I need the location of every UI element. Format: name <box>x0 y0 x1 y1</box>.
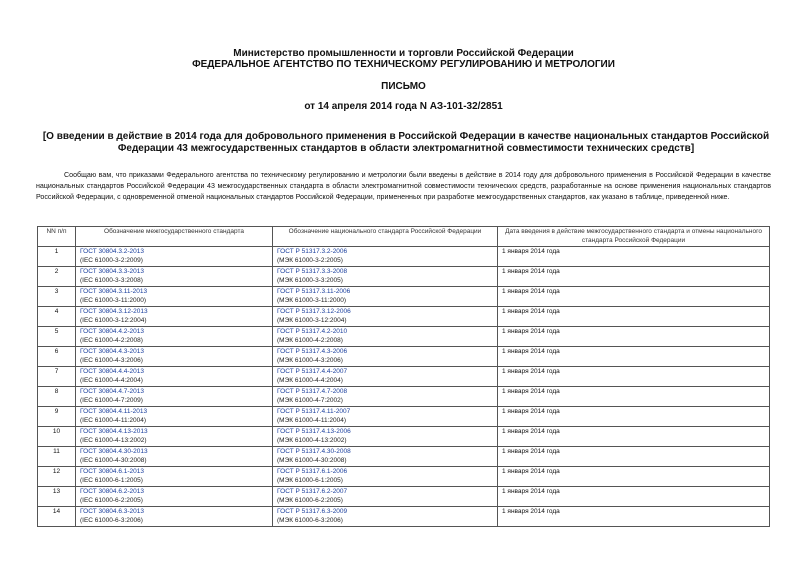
national-standard-link[interactable]: ГОСТ Р 51317.6.1-2006 <box>277 468 348 475</box>
national-standard-cell <box>273 287 498 307</box>
effective-date: 1 января 2014 года <box>498 367 770 387</box>
effective-date: 1 января 2014 года <box>498 287 770 307</box>
iec-reference: (IEC 61000-3-2:2009) <box>80 256 143 264</box>
national-standard-link[interactable]: ГОСТ Р 51317.6.2-2007 <box>277 488 348 495</box>
mek-reference: (МЭК 61000-6-1:2005) <box>277 476 343 484</box>
row-number: 11 <box>38 447 76 467</box>
national-standard-cell <box>273 467 498 487</box>
row-number: 6 <box>38 347 76 367</box>
standards-table <box>37 226 770 527</box>
effective-date: 1 января 2014 года <box>498 427 770 447</box>
table-row <box>38 447 770 467</box>
interstate-standard-link[interactable]: ГОСТ 30804.4.13-2013 <box>80 428 148 435</box>
mek-reference: (МЭК 61000-4-11:2004) <box>277 416 347 424</box>
table-row <box>38 347 770 367</box>
effective-date: 1 января 2014 года <box>498 467 770 487</box>
national-standard-cell <box>273 307 498 327</box>
interstate-standard-link[interactable]: ГОСТ 30804.3.12-2013 <box>80 308 148 315</box>
document-type: ПИСЬМО <box>381 81 426 92</box>
header-interstate-standard: Обозначение межгосударственного стандарта <box>76 227 273 247</box>
national-standard-cell <box>273 367 498 387</box>
interstate-standard-cell <box>76 387 273 407</box>
national-standard-cell <box>273 267 498 287</box>
mek-reference: (МЭК 61000-3-3:2005) <box>277 276 343 284</box>
interstate-standard-link[interactable]: ГОСТ 30804.3.2-2013 <box>80 248 145 255</box>
interstate-standard-link[interactable]: ГОСТ 30804.4.30-2013 <box>80 448 148 455</box>
national-standard-link[interactable]: ГОСТ Р 51317.4.2-2010 <box>277 328 348 335</box>
table-row <box>38 367 770 387</box>
national-standard-cell <box>273 247 498 267</box>
national-standard-link[interactable]: ГОСТ Р 51317.3.12-2006 <box>277 308 351 315</box>
row-number: 7 <box>38 367 76 387</box>
header-effective-date: Дата введения в действие межгосударственного стандарта и отмены национального стандарта Российской Федерации <box>498 227 770 247</box>
mek-reference: (МЭК 61000-4-4:2004) <box>277 376 343 384</box>
national-standard-link[interactable]: ГОСТ Р 51317.4.11-2007 <box>277 408 351 415</box>
intro-paragraph: Сообщаю вам, что приказами Федерального агентства по техническому регулированию и метрологии были введены в действие в 2014 году для добровольного применения в Российской Федерации в качестве национальных стандартов Российской Федерации 43 межгосударственных стандарта в области электромагнитной совместимости технических средств, разработанные на основе применения национальных стандартов Российской Федерации, с одновременной отменой национальных стандартов Российской Федерации, примененных при разработке межгосударственных стандартов, как указано в таблице, приведенной ниже. <box>36 171 771 201</box>
interstate-standard-link[interactable]: ГОСТ 30804.4.2-2013 <box>80 328 145 335</box>
effective-date: 1 января 2014 года <box>498 327 770 347</box>
interstate-standard-link[interactable]: ГОСТ 30804.4.3-2013 <box>80 348 145 355</box>
effective-date: 1 января 2014 года <box>498 387 770 407</box>
interstate-standard-link[interactable]: ГОСТ 30804.4.7-2013 <box>80 388 145 395</box>
national-standard-cell <box>273 447 498 467</box>
table-row <box>38 467 770 487</box>
effective-date: 1 января 2014 года <box>498 247 770 267</box>
row-number: 4 <box>38 307 76 327</box>
table-body <box>38 247 770 527</box>
table-row <box>38 307 770 327</box>
national-standard-cell <box>273 327 498 347</box>
row-number: 9 <box>38 407 76 427</box>
interstate-standard-cell <box>76 287 273 307</box>
row-number: 14 <box>38 507 76 527</box>
iec-reference: (IEC 61000-6-1:2005) <box>80 476 143 484</box>
interstate-standard-link[interactable]: ГОСТ 30804.3.11-2013 <box>80 288 148 295</box>
mek-reference: (МЭК 61000-6-2:2005) <box>277 496 343 504</box>
national-standard-link[interactable]: ГОСТ Р 51317.6.3-2009 <box>277 508 348 515</box>
interstate-standard-cell <box>76 367 273 387</box>
interstate-standard-cell <box>76 247 273 267</box>
table-row <box>38 267 770 287</box>
row-number: 5 <box>38 327 76 347</box>
iec-reference: (IEC 61000-3-11:2000) <box>80 296 147 304</box>
row-number: 10 <box>38 427 76 447</box>
iec-reference: (IEC 61000-3-3:2008) <box>80 276 143 284</box>
document-title: [О введении в действие в 2014 года для добровольного применения в Российской Федерации в качестве национальных стандартов Российской Федерации 43 межгосударственных стандартов в области электромагнитной совместимости технических средств] <box>42 131 770 154</box>
ministry-name: Министерство промышленности и торговли Российской Федерации <box>233 48 574 59</box>
interstate-standard-cell <box>76 307 273 327</box>
interstate-standard-cell <box>76 427 273 447</box>
iec-reference: (IEC 61000-4-7:2009) <box>80 396 143 404</box>
table-row <box>38 487 770 507</box>
effective-date: 1 января 2014 года <box>498 487 770 507</box>
iec-reference: (IEC 61000-4-2:2008) <box>80 336 143 344</box>
row-number: 2 <box>38 267 76 287</box>
mek-reference: (МЭК 61000-4-2:2008) <box>277 336 343 344</box>
national-standard-link[interactable]: ГОСТ Р 51317.4.3-2006 <box>277 348 348 355</box>
interstate-standard-link[interactable]: ГОСТ 30804.6.2-2013 <box>80 488 145 495</box>
national-standard-link[interactable]: ГОСТ Р 51317.3.2-2006 <box>277 248 348 255</box>
iec-reference: (IEC 61000-6-3:2006) <box>80 516 143 524</box>
mek-reference: (МЭК 61000-4-30:2008) <box>277 456 347 464</box>
national-standard-link[interactable]: ГОСТ Р 51317.4.4-2007 <box>277 368 348 375</box>
national-standard-link[interactable]: ГОСТ Р 51317.3.3-2008 <box>277 268 348 275</box>
interstate-standard-cell <box>76 267 273 287</box>
interstate-standard-link[interactable]: ГОСТ 30804.6.1-2013 <box>80 468 145 475</box>
iec-reference: (IEC 61000-4-30:2008) <box>80 456 147 464</box>
national-standard-link[interactable]: ГОСТ Р 51317.4.7-2008 <box>277 388 348 395</box>
table-row <box>38 327 770 347</box>
national-standard-cell <box>273 487 498 507</box>
interstate-standard-cell <box>76 347 273 367</box>
effective-date: 1 января 2014 года <box>498 307 770 327</box>
iec-reference: (IEC 61000-3-12:2004) <box>80 316 147 324</box>
document-reference: от 14 апреля 2014 года N АЗ-101-32/2851 <box>304 101 503 112</box>
row-number: 8 <box>38 387 76 407</box>
national-standard-cell <box>273 387 498 407</box>
iec-reference: (IEC 61000-6-2:2005) <box>80 496 143 504</box>
mek-reference: (МЭК 61000-4-13:2002) <box>277 436 347 444</box>
mek-reference: (МЭК 61000-4-7:2002) <box>277 396 343 404</box>
table-row <box>38 287 770 307</box>
national-standard-link[interactable]: ГОСТ Р 51317.3.11-2006 <box>277 288 351 295</box>
header-national-standard: Обозначение национального стандарта Российской Федерации <box>273 227 498 247</box>
interstate-standard-link[interactable]: ГОСТ 30804.4.4-2013 <box>80 368 145 375</box>
iec-reference: (IEC 61000-4-13:2002) <box>80 436 147 444</box>
table-row <box>38 247 770 267</box>
national-standard-link[interactable]: ГОСТ Р 51317.4.13-2006 <box>277 428 351 435</box>
interstate-standard-cell <box>76 487 273 507</box>
interstate-standard-link[interactable]: ГОСТ 30804.6.3-2013 <box>80 508 145 515</box>
effective-date: 1 января 2014 года <box>498 347 770 367</box>
row-number: 13 <box>38 487 76 507</box>
mek-reference: (МЭК 61000-3-2:2005) <box>277 256 343 264</box>
iec-reference: (IEC 61000-4-11:2004) <box>80 416 147 424</box>
interstate-standard-cell <box>76 467 273 487</box>
mek-reference: (МЭК 61000-3-11:2000) <box>277 296 347 304</box>
national-standard-cell <box>273 347 498 367</box>
iec-reference: (IEC 61000-4-4:2004) <box>80 376 143 384</box>
national-standard-cell <box>273 407 498 427</box>
interstate-standard-link[interactable]: ГОСТ 30804.4.11-2013 <box>80 408 148 415</box>
header-number: NN п/п <box>38 227 76 247</box>
table-row <box>38 387 770 407</box>
row-number: 12 <box>38 467 76 487</box>
mek-reference: (МЭК 61000-3-12:2004) <box>277 316 347 324</box>
national-standard-link[interactable]: ГОСТ Р 51317.4.30-2008 <box>277 448 351 455</box>
effective-date: 1 января 2014 года <box>498 507 770 527</box>
national-standard-cell <box>273 427 498 447</box>
agency-name: ФЕДЕРАЛЬНОЕ АГЕНТСТВО ПО ТЕХНИЧЕСКОМУ РЕГУЛИРОВАНИЮ И МЕТРОЛОГИИ <box>192 59 615 70</box>
mek-reference: (МЭК 61000-6-3:2006) <box>277 516 343 524</box>
row-number: 3 <box>38 287 76 307</box>
table-row <box>38 407 770 427</box>
effective-date: 1 января 2014 года <box>498 407 770 427</box>
interstate-standard-cell <box>76 507 273 527</box>
effective-date: 1 января 2014 года <box>498 267 770 287</box>
table-row <box>38 427 770 447</box>
table-header-row <box>38 227 770 247</box>
national-standard-cell <box>273 507 498 527</box>
interstate-standard-link[interactable]: ГОСТ 30804.3.3-2013 <box>80 268 145 275</box>
interstate-standard-cell <box>76 407 273 427</box>
iec-reference: (IEC 61000-4-3:2006) <box>80 356 143 364</box>
effective-date: 1 января 2014 года <box>498 447 770 467</box>
table-row <box>38 507 770 527</box>
mek-reference: (МЭК 61000-4-3:2006) <box>277 356 343 364</box>
row-number: 1 <box>38 247 76 267</box>
interstate-standard-cell <box>76 327 273 347</box>
interstate-standard-cell <box>76 447 273 467</box>
